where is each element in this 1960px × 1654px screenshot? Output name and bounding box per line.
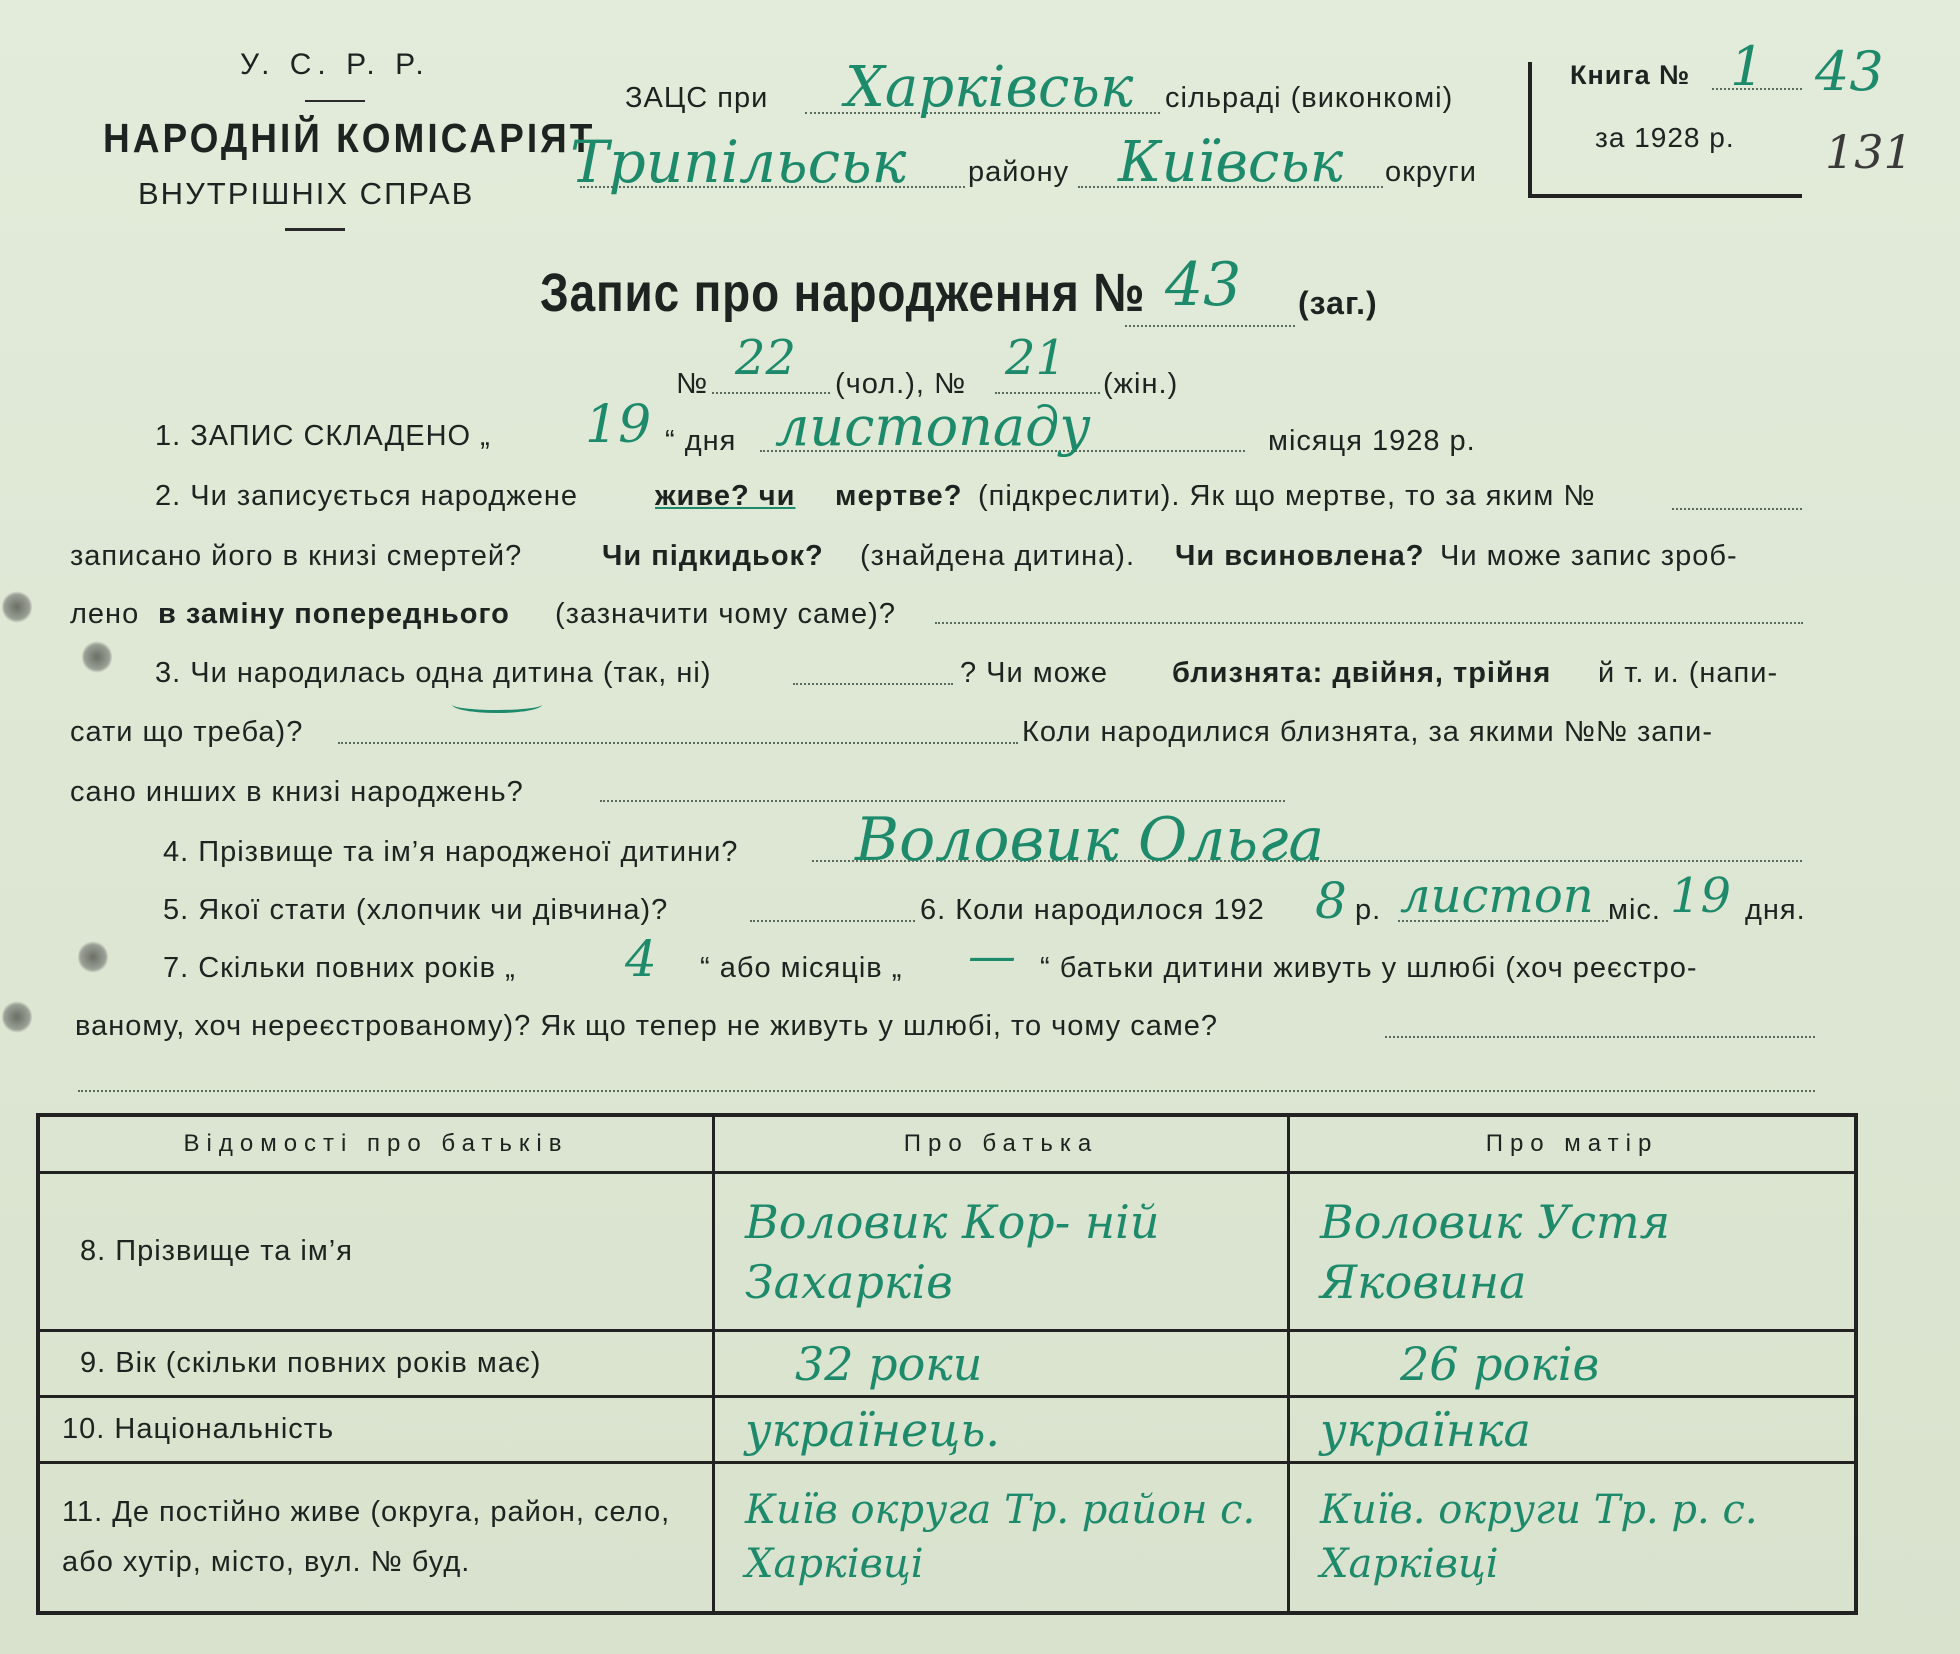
q1-day-label: “ дня <box>665 425 737 457</box>
zags-suffix: сільраді (виконкомі) <box>1165 82 1454 114</box>
book-year: за 1928 р. <box>1595 122 1735 153</box>
q2-line2b: (знайдена дитина). <box>860 540 1136 572</box>
book-label: Книга № <box>1570 60 1691 90</box>
q3-line1c: й т. и. (напи- <box>1598 657 1779 689</box>
mother-nationality-handwritten: українка <box>1289 1397 1857 1463</box>
q2-alive: живе? чи <box>655 480 796 512</box>
header-ussr: У. С. Р. Р. <box>240 48 430 81</box>
punch-hole <box>2 590 32 624</box>
father-name-handwritten: Воловик Кор- ній Захарків <box>714 1173 1289 1331</box>
book-number2-handwritten: 43 <box>1815 40 1884 103</box>
female-label: (жін.) <box>1103 368 1179 400</box>
q3-line3: сано инших в книзі народжень? <box>70 776 524 808</box>
zags-prefix: ЗАЦС при <box>625 82 769 114</box>
q7-line1b: “ або місяців „ <box>700 952 903 984</box>
q3-line1b: ? Чи може <box>960 657 1109 689</box>
q2-line3b: (зазначити чому саме)? <box>555 598 896 630</box>
q6-year-handwritten: 8 <box>1315 872 1347 930</box>
book-number-handwritten: 1 <box>1730 35 1765 98</box>
q2-dead: мертве? <box>835 480 963 512</box>
record-suffix: (заг.) <box>1298 285 1378 321</box>
q2-line3a: лено <box>70 598 140 630</box>
header-commissariat: НАРОДНІЙ КОМІСАРІЯТ <box>103 115 596 161</box>
father-age-handwritten: 32 роки <box>714 1331 1289 1397</box>
dotted-line <box>750 920 915 922</box>
page-title: Запис про народження № <box>540 263 1146 323</box>
row-label: 8. Прізвище та ім’я <box>38 1173 714 1331</box>
table-row <box>38 1463 1856 1613</box>
okrug-label: округи <box>1385 156 1477 188</box>
q2-line2c: Чи може запис зроб- <box>1440 540 1738 572</box>
dotted-line <box>78 1090 1815 1092</box>
punch-hole <box>82 640 112 674</box>
q2-line2a: записано його в книзі смертей? <box>70 540 523 572</box>
divider <box>305 100 365 102</box>
q2-foundling: Чи підкидьок? <box>602 540 824 572</box>
mother-residence-handwritten: Київ. округи Тр. р. с. Харківці <box>1289 1463 1857 1613</box>
q7-line2: ваному, хоч нереєстрованому)? Як що тепер не живуть у шлюбі, то чому саме? <box>75 1010 1219 1042</box>
q6-label: 6. Коли народилося 192 <box>920 894 1265 926</box>
no-label: № <box>676 368 709 400</box>
q7-years-handwritten: 4 <box>625 930 657 988</box>
zags-village-handwritten: Харківськ <box>845 55 1134 120</box>
margin-number-handwritten: 131 <box>1825 125 1913 179</box>
q1-label: 1. ЗАПИС СКЛАДЕНО „ <box>155 420 491 452</box>
q1-month-handwritten: листопаду <box>775 395 1091 458</box>
q6-day-handwritten: 19 <box>1670 868 1732 924</box>
header-internal-affairs: ВНУТРІШНІХ СПРАВ <box>138 176 475 211</box>
female-number-handwritten: 21 <box>1005 330 1067 386</box>
q6-r-label: р. <box>1355 894 1382 926</box>
q4-name-handwritten: Воловик Ольга <box>855 805 1325 875</box>
q5-label: 5. Якої стати (хлопчик чи дівчина)? <box>163 894 669 926</box>
mother-name-handwritten: Воловик Устя Яковина <box>1289 1173 1857 1331</box>
q3-line1a: 3. Чи народилась одна дитина (так, ні) <box>155 657 712 689</box>
q4-label: 4. Прізвище та ім’я народженої дитини? <box>163 836 739 868</box>
male-number-handwritten: 22 <box>735 330 797 386</box>
q7-months-handwritten: — <box>968 928 1016 984</box>
parents-table <box>36 1113 1858 1615</box>
dotted-line <box>793 683 953 685</box>
dotted-line <box>600 800 1285 802</box>
dotted-line <box>935 622 1803 624</box>
q6-month-handwritten: листоп <box>1400 868 1594 924</box>
district-handwritten: Трипільськ <box>570 128 907 196</box>
mother-age-handwritten: 26 років <box>1289 1331 1857 1397</box>
q2-replace: в заміну попереднього <box>158 598 510 630</box>
q1-day-handwritten: 19 <box>585 395 652 455</box>
male-label: (чол.), № <box>835 368 967 400</box>
q3-line2b: Коли народилися близнята, за якими №№ запи- <box>1022 716 1713 748</box>
ink-underline <box>452 696 542 713</box>
col-header-parents-info: Відомості про батьків <box>38 1115 714 1173</box>
row-label: 11. Де постійно живе (округа, район, село, або хутір, місто, вул. № буд. <box>38 1463 714 1613</box>
row-label: 10. Національність <box>38 1397 714 1463</box>
q2-line1b: (підкреслити). Як що мертве, то за яким № <box>978 480 1596 512</box>
okrug-handwritten: Київськ <box>1118 130 1344 195</box>
dotted-line <box>1672 508 1802 510</box>
record-number-handwritten: 43 <box>1165 250 1242 320</box>
table-row <box>38 1173 1856 1331</box>
punch-hole <box>2 1000 32 1034</box>
table-row <box>38 1331 1856 1397</box>
q7-line1a: 7. Скільки повних років „ <box>163 952 516 984</box>
q7-line1c: “ батьки дитини живуть у шлюбі (хоч реєстро- <box>1040 952 1698 984</box>
table-row <box>38 1397 1856 1463</box>
dotted-line <box>712 392 830 394</box>
q6-mis-label: міс. <box>1608 894 1661 926</box>
col-header-mother: Про матір <box>1289 1115 1857 1173</box>
row-label: 9. Вік (скільки повних років має) <box>38 1331 714 1397</box>
dotted-line <box>1125 325 1295 327</box>
q2-line1a: 2. Чи записується народжене <box>155 480 578 512</box>
q6-dnya-label: дня. <box>1745 894 1806 926</box>
q3-line2a: сати що треба)? <box>70 716 304 748</box>
q1-month-label: місяця 1928 р. <box>1268 425 1476 457</box>
divider <box>285 228 345 231</box>
district-label: району <box>968 156 1070 188</box>
col-header-father: Про батька <box>714 1115 1289 1173</box>
father-residence-handwritten: Київ округа Тр. район с. Харківці <box>714 1463 1289 1613</box>
dotted-line <box>338 742 1018 744</box>
dotted-line <box>995 392 1100 394</box>
father-nationality-handwritten: українець. <box>714 1397 1289 1463</box>
punch-hole <box>78 940 108 974</box>
q2-adopted: Чи всиновлена? <box>1175 540 1425 572</box>
q3-twins: близнята: двійня, трійня <box>1172 657 1552 689</box>
dotted-line <box>1385 1036 1815 1038</box>
